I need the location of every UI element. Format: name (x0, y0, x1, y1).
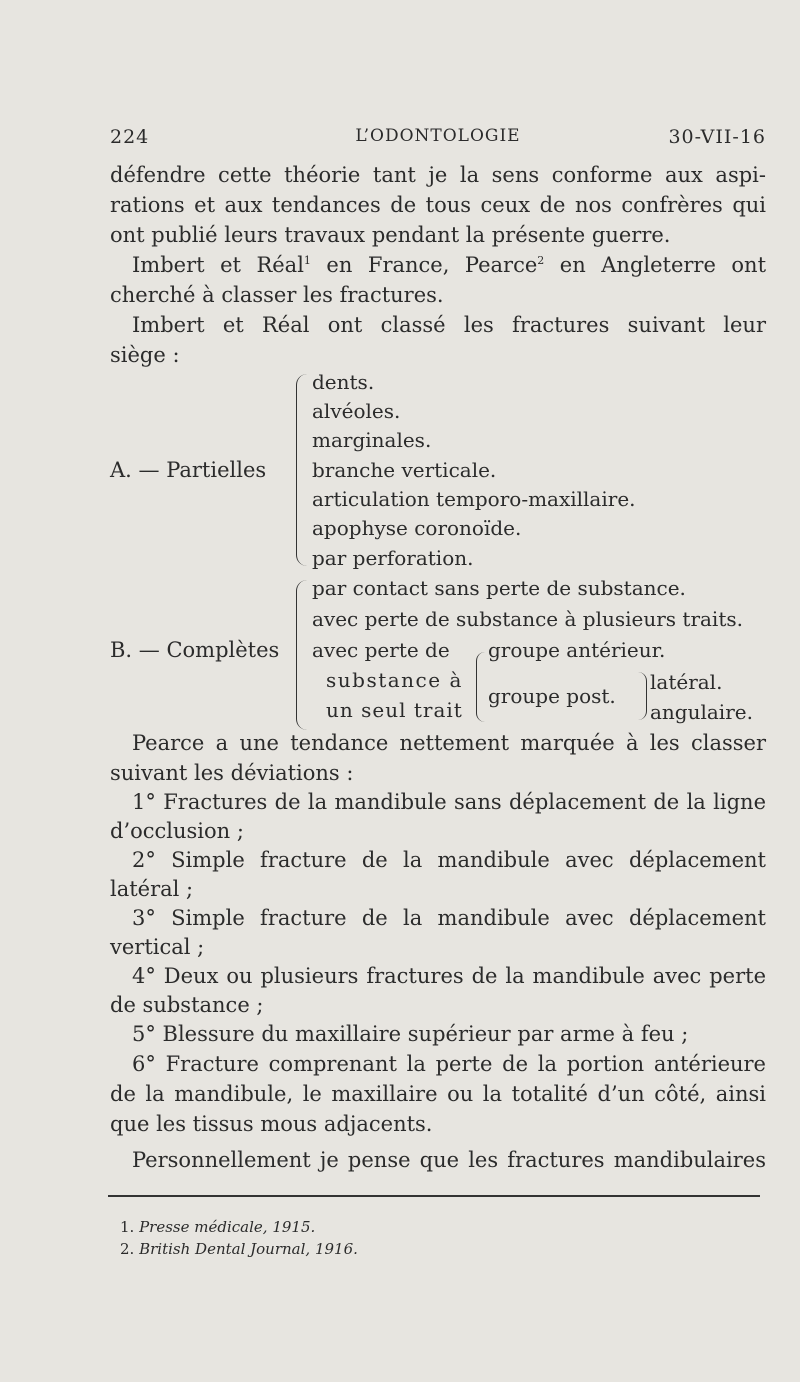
page-number: 224 (110, 126, 150, 148)
footnote: 2. British Dental Journal, 1916. (120, 1240, 358, 1258)
group-item: latéral. (650, 670, 723, 694)
group-item: groupe post. (488, 684, 616, 708)
body-line: siège : (110, 343, 180, 367)
group-item: groupe antérieur. (488, 638, 666, 662)
class-item: marginales. (312, 428, 432, 452)
class-item: apophyse coronoïde. (312, 516, 522, 540)
class-item: par perforation. (312, 546, 474, 570)
list-item: 5° Blessure du maxillaire supérieur par arme à feu ; (132, 1022, 689, 1046)
class-item: par contact sans perte de substance. (312, 576, 686, 600)
list-item: de substance ; (110, 993, 264, 1017)
class-item: alvéoles. (312, 399, 401, 423)
class-label: B. — Complètes (110, 638, 280, 662)
group-item: angulaire. (650, 700, 753, 724)
class-item: un seul trait (326, 698, 463, 722)
class-item: substance à (326, 668, 463, 692)
class-item: avec perte de substance à plusieurs traits. (312, 607, 743, 631)
list-item: d’occlusion ; (110, 819, 244, 843)
body-line: Pearce a une tendance nettement marquée à les classer (132, 731, 766, 755)
footnote: 1. Presse médicale, 1915. (120, 1218, 316, 1236)
body-line: rations et aux tendances de tous ceux de nos confrères qui (110, 193, 766, 217)
running-head (110, 126, 766, 150)
class-item: dents. (312, 370, 375, 394)
list-item: 6° Fracture comprenant la perte de la portion antérieure (132, 1052, 766, 1076)
list-item: 2° Simple fracture de la mandibule avec déplacement (132, 848, 766, 872)
list-item: 4° Deux ou plusieurs fractures de la mandibule avec perte (132, 964, 766, 988)
footnote-rule (108, 1195, 760, 1197)
footnote-ref: 2 (537, 254, 545, 267)
body-line: ont publié leurs travaux pendant la présente guerre. (110, 223, 671, 247)
journal-title: L’ODONTOLOGIE (355, 126, 521, 146)
issue-date: 30-VII-16 (668, 126, 766, 148)
brace (296, 374, 307, 566)
body-line: Imbert et Réal ont classé les fractures suivant leur (132, 313, 766, 337)
body-line: défendre cette théorie tant je la sens conforme aux aspi- (110, 163, 766, 187)
list-item: 3° Simple fracture de la mandibule avec déplacement (132, 906, 766, 930)
body-line: Personnellement je pense que les fractures mandibulaires (132, 1148, 766, 1172)
list-item: que les tissus mous adjacents. (110, 1112, 433, 1136)
body-line: cherché à classer les fractures. (110, 283, 444, 307)
list-item: vertical ; (110, 935, 205, 959)
brace (296, 580, 307, 730)
body-line: suivant les déviations : (110, 761, 354, 785)
footnote-ref: 1 (303, 254, 311, 267)
list-item: latéral ; (110, 877, 194, 901)
class-item: branche verticale. (312, 458, 497, 482)
class-item: avec perte de (312, 638, 450, 662)
brace (476, 652, 485, 722)
list-item: de la mandibule, le maxillaire ou la totalité d’un côté, ainsi (110, 1082, 766, 1106)
class-label: A. — Partielles (110, 458, 267, 482)
brace (638, 672, 647, 720)
list-item: 1° Fractures de la mandibule sans déplacement de la ligne (132, 790, 766, 814)
body-line: Imbert et Réal$^1$ en France, Pearce$^2$ en Angleterre ont (132, 253, 767, 277)
class-item: articulation temporo-maxillaire. (312, 487, 636, 511)
